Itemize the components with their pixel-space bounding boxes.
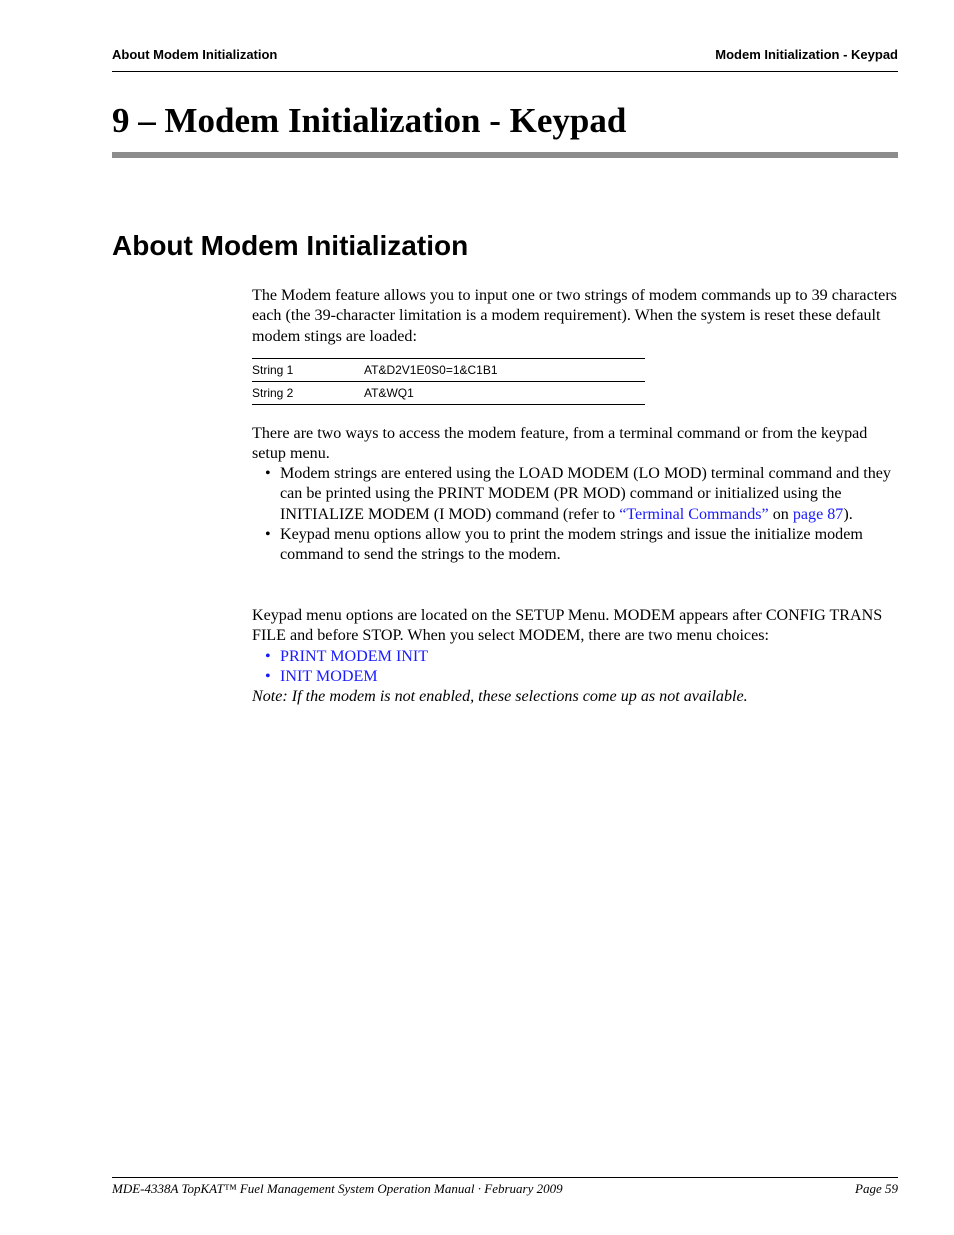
menu-choice-label[interactable]: PRINT MODEM INIT bbox=[280, 648, 429, 665]
footer-document-title: MDE-4338A TopKAT™ Fuel Management System Operation Manual · February 2009 bbox=[112, 1181, 563, 1196]
string-label: String 1 bbox=[252, 363, 294, 377]
table-row bbox=[252, 358, 645, 381]
table-row bbox=[252, 381, 645, 405]
menu-choice-init-modem[interactable] bbox=[252, 667, 897, 687]
access-methods-list bbox=[252, 464, 897, 565]
running-header-right: Modem Initialization - Keypad bbox=[715, 47, 898, 62]
note-text: Note: If the modem is not enabled, these selections come up as not available. bbox=[252, 688, 748, 705]
terminal-commands-link[interactable]: “Terminal Commands” bbox=[619, 505, 769, 523]
menu-choice-label[interactable]: INIT MODEM bbox=[280, 668, 378, 686]
list-item bbox=[252, 525, 897, 566]
bullet-marker: • bbox=[265, 525, 271, 543]
access-paragraph: There are two ways to access the modem feature, from a terminal command or from the keypad setup menu. bbox=[252, 425, 868, 463]
menu-choices-list bbox=[252, 647, 897, 688]
chapter-title-rule bbox=[112, 152, 898, 158]
running-header-left: About Modem Initialization bbox=[112, 47, 278, 62]
section-title: About Modem Initialization bbox=[112, 230, 469, 261]
string-value: AT&D2V1E0S0=1&C1B1 bbox=[364, 363, 498, 377]
bullet-marker: • bbox=[265, 648, 271, 665]
default-strings-table bbox=[252, 358, 645, 405]
page-87-link[interactable]: page 87 bbox=[792, 505, 844, 523]
string-value: AT&WQ1 bbox=[364, 386, 414, 400]
bullet-text: Modem strings are entered using the LOAD MODEM (LO MOD) terminal command and they can be printed using the PRINT MODEM (PR MOD) command or initialized using the INITIALIZE MODEM (I MOD) command (refer to bbox=[280, 465, 891, 523]
bullet-text: on bbox=[768, 505, 793, 523]
bullet-text: ). bbox=[843, 505, 853, 523]
footer-rule bbox=[112, 1177, 898, 1178]
bullet-marker: • bbox=[265, 465, 271, 482]
setup-menu-paragraph: Keypad menu options are located on the SETUP Menu. MODEM appears after CONFIG TRANS FILE and before STOP. When you select MODEM, there are two menu choices: bbox=[252, 607, 883, 645]
string-label: String 2 bbox=[252, 386, 294, 400]
chapter-title: 9 – Modem Initialization - Keypad bbox=[112, 101, 627, 140]
menu-choice-print-modem-init[interactable] bbox=[252, 647, 897, 667]
bullet-marker: • bbox=[265, 668, 271, 686]
footer-page-number: Page 59 bbox=[855, 1181, 898, 1196]
list-item bbox=[252, 464, 897, 525]
bullet-text: Keypad menu options allow you to print the modem strings and issue the initialize modem command to send the strings to the modem. bbox=[280, 525, 863, 564]
header-rule bbox=[112, 71, 898, 72]
intro-paragraph: The Modem feature allows you to input one or two strings of modem commands up to 39 characters each (the 39-character limitation is a modem requirement). When the system is reset these default modem stings are loaded: bbox=[252, 287, 897, 345]
